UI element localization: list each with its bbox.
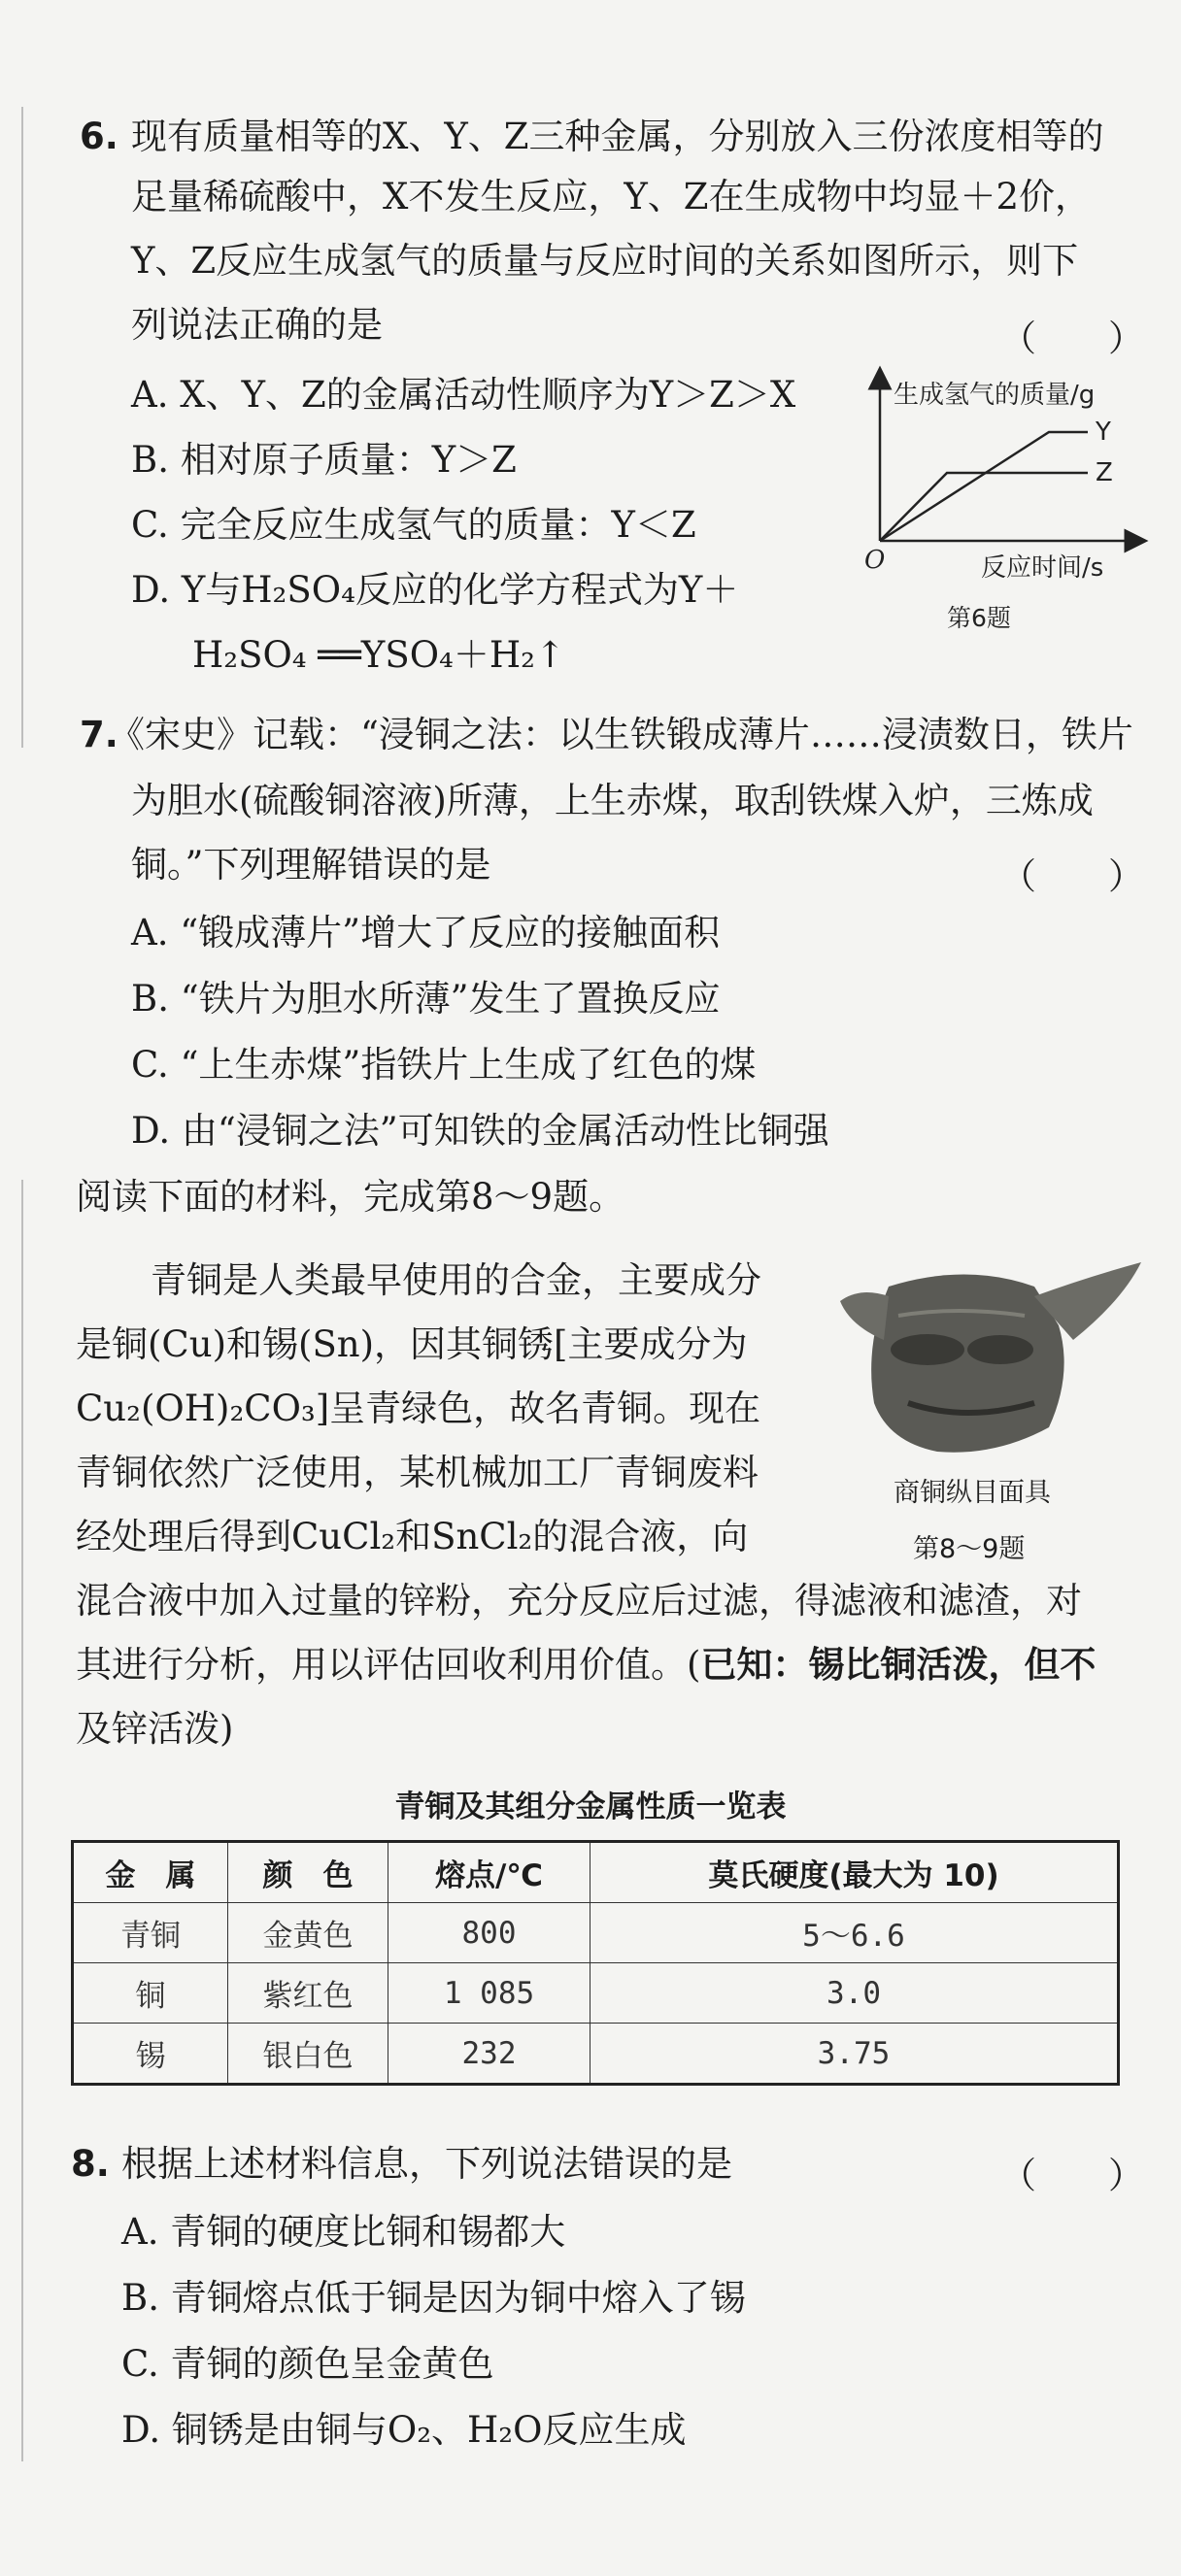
material-intro: 阅读下面的材料，完成第8～9题。 bbox=[76, 1176, 625, 1218]
known-note: 已知：锡比铜活泼，但不 bbox=[700, 1644, 1097, 1686]
material-line-2: 是铜(Cu)和锡(Sn)，因其铜锈[主要成分为 bbox=[76, 1323, 748, 1365]
q7-option-a: A. “锻成薄片”增大了反应的接触面积 bbox=[131, 912, 721, 953]
material-line-8: 及锌活泼) bbox=[76, 1708, 234, 1750]
q8-option-b: B. 青铜熔点低于铜是因为铜中熔入了锡 bbox=[121, 2277, 746, 2319]
q8-option-d: D. 铜锈是由铜与O₂、H₂O反应生成 bbox=[121, 2409, 687, 2451]
q8-option-c: C. 青铜的颜色呈金黄色 bbox=[121, 2343, 494, 2385]
table-cell: 232 bbox=[388, 2024, 590, 2085]
q7-option-d: D. 由“浸铜之法”可知铁的金属活动性比铜强 bbox=[131, 1110, 829, 1152]
bronze-mask-image bbox=[830, 1257, 1151, 1461]
table-cell: 紫红色 bbox=[228, 1963, 388, 2024]
table-cell: 3.75 bbox=[590, 2024, 1119, 2085]
q8-answer-paren: （ ） bbox=[1000, 2155, 1144, 2196]
q6-stem-line-3: Y、Z反应生成氢气的质量与反应时间的关系如图所示，则下 bbox=[131, 240, 1079, 282]
mask-caption: 商铜纵目面具 bbox=[894, 1478, 1051, 1508]
table-cell: 铜 bbox=[73, 1963, 228, 2024]
q8-number: 8. bbox=[71, 2143, 110, 2185]
q6-stem-line-1: 现有质量相等的X、Y、Z三种金属，分别放入三份浓度相等的 bbox=[131, 116, 1104, 157]
q7-answer-paren: （ ） bbox=[1000, 855, 1144, 897]
material-line-7-text: 其进行分析，用以评估回收利用价值。( bbox=[76, 1644, 701, 1686]
y-axis-label: 生成氢气的质量/g bbox=[894, 381, 1096, 410]
q7-stem-line-1: 《宋史》记载：“浸铜之法：以生铁锻成薄片……浸渍数日，铁片 bbox=[109, 714, 1133, 755]
q6-graph bbox=[855, 364, 1165, 655]
material-line-7 bbox=[76, 1644, 1097, 1686]
q6-option-c: C. 完全反应生成氢气的质量：Y＜Z bbox=[131, 504, 696, 546]
q6-stem-line-2: 足量稀硫酸中，X不发生反应，Y、Z在生成物中均显＋2价， bbox=[131, 176, 1092, 217]
material-line-1: 青铜是人类最早使用的合金，主要成分 bbox=[151, 1259, 761, 1301]
table-header: 颜 色 bbox=[228, 1842, 388, 1903]
table-cell: 青铜 bbox=[73, 1903, 228, 1963]
q7-number: 7. bbox=[80, 714, 118, 755]
material-line-6: 混合液中加入过量的锌粉，充分反应后过滤，得滤液和滤渣，对 bbox=[76, 1580, 1082, 1622]
origin-label: O bbox=[864, 546, 886, 575]
q7-option-b: B. “铁片为胆水所薄”发生了置换反应 bbox=[131, 978, 721, 1020]
table-header: 金 属 bbox=[73, 1842, 228, 1903]
q6-figure-caption: 第6题 bbox=[947, 604, 1011, 632]
q6-option-b: B. 相对原子质量：Y＞Z bbox=[131, 439, 517, 481]
series-z-line bbox=[880, 473, 1088, 541]
q6-answer-paren: （ ） bbox=[1000, 318, 1144, 359]
table-cell: 1 085 bbox=[388, 1963, 590, 2024]
q7-option-c: C. “上生赤煤”指铁片上生成了红色的煤 bbox=[131, 1044, 757, 1086]
series-z-label: Z bbox=[1096, 458, 1113, 487]
q6-option-d: D. Y与H₂SO₄反应的化学方程式为Y＋ bbox=[131, 569, 739, 611]
material-line-4: 青铜依然广泛使用，某机械加工厂青铜废料 bbox=[76, 1452, 759, 1493]
series-y-label: Y bbox=[1096, 418, 1111, 447]
q7-stem-line-2: 为胆水(硫酸铜溶液)所薄，上生赤煤，取刮铁煤入炉，三炼成 bbox=[131, 780, 1094, 821]
table-row bbox=[73, 1903, 1119, 1963]
series-y-line bbox=[880, 432, 1088, 541]
q6-stem-line-4: 列说法正确的是 bbox=[131, 304, 383, 346]
table-title: 青铜及其组分金属性质一览表 bbox=[394, 1790, 787, 1824]
properties-table bbox=[71, 1840, 1120, 2086]
table-row bbox=[73, 1963, 1119, 2024]
margin-line bbox=[21, 107, 23, 748]
q8-option-a: A. 青铜的硬度比铜和锡都大 bbox=[121, 2211, 566, 2253]
table-cell: 5～6.6 bbox=[590, 1903, 1119, 1963]
table-row bbox=[73, 2024, 1119, 2085]
material-line-3: Cu₂(OH)₂CO₃]呈青绿色，故名青铜。现在 bbox=[76, 1388, 761, 1429]
table-cell: 3.0 bbox=[590, 1963, 1119, 2024]
material-line-5: 经处理后得到CuCl₂和SnCl₂的混合液，向 bbox=[76, 1516, 749, 1557]
table-header-row bbox=[73, 1842, 1119, 1903]
q6-option-d-cont: H₂SO₄ ══YSO₄＋H₂↑ bbox=[192, 634, 565, 676]
table-cell: 银白色 bbox=[228, 2024, 388, 2085]
q8-stem: 根据上述材料信息，下列说法错误的是 bbox=[121, 2143, 732, 2185]
table-cell: 800 bbox=[388, 1903, 590, 1963]
table-header: 熔点/℃ bbox=[388, 1842, 590, 1903]
table-cell: 金黄色 bbox=[228, 1903, 388, 1963]
q6-number: 6. bbox=[80, 116, 118, 157]
q6-option-a: A. X、Y、Z的金属活动性顺序为Y＞Z＞X bbox=[131, 374, 796, 416]
table-header: 莫氏硬度(最大为 10) bbox=[590, 1842, 1119, 1903]
mask-figure-number: 第8～9题 bbox=[913, 1534, 1026, 1564]
q7-stem-line-3: 铜。”下列理解错误的是 bbox=[131, 844, 491, 886]
table-cell: 锡 bbox=[73, 2024, 228, 2085]
x-axis-label: 反应时间/s bbox=[981, 553, 1104, 583]
